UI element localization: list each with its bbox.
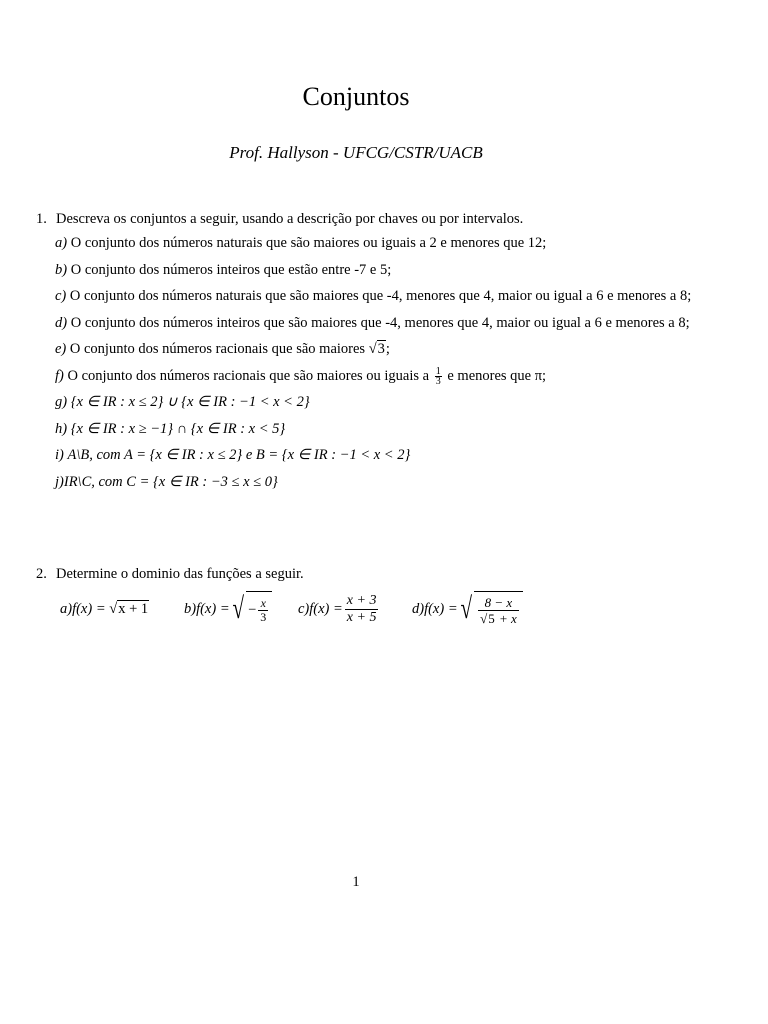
item-i: [55, 442, 696, 469]
inner-radicand: 5: [488, 610, 495, 626]
item-text: O conjunto dos números naturais que são maiores ou iguais a 2 e menores que 12;: [70, 235, 547, 251]
question-1: [36, 208, 696, 495]
denominator: [478, 611, 519, 626]
item-suffix: ;: [385, 341, 390, 357]
item-label: a): [55, 235, 68, 251]
item-label: b): [55, 261, 68, 278]
function-a: [60, 589, 149, 629]
item-text: O conjunto dos números naturais que são maiores que -4, menores que 4, maior ou igual a 6 e menores a 8;: [69, 288, 692, 304]
numerator: x + 3: [346, 592, 377, 608]
square-root: [230, 591, 273, 627]
radicand: x + 1: [118, 600, 149, 617]
fraction: [435, 367, 442, 386]
question-number: 1.: [36, 211, 47, 227]
item-label: j): [55, 473, 64, 490]
item-text: O conjunto dos números inteiros que são maiores que -4, menores que 4, maior ou igual a 6 e menores a 8;: [70, 314, 690, 331]
page-number: 1: [352, 874, 360, 890]
item-label: i): [55, 447, 64, 463]
document-title: Conjuntos: [302, 82, 410, 111]
square-root: √x + 1: [105, 600, 149, 617]
item-a: [55, 230, 696, 257]
radical-sign: √: [232, 592, 244, 625]
minus-sign: −: [248, 601, 257, 618]
square-root: [458, 591, 523, 627]
item-text: O conjunto dos números inteiros que estão entre -7 e 5;: [70, 261, 392, 278]
function-b: [184, 589, 272, 629]
radicand: 3: [377, 341, 385, 357]
item-j: [55, 469, 696, 496]
question-1-prompt: [36, 208, 696, 230]
item-label: h): [55, 420, 68, 437]
author-line: Prof. Hallyson - UFCG/CSTR/UACB: [229, 143, 483, 162]
set-expression: IR\C, com C = {x ∈ IR : −3 ≤ x ≤ 0}: [63, 473, 278, 490]
item-c: [55, 283, 696, 310]
item-f: [55, 363, 696, 390]
function-label: d)f(x) =: [412, 600, 458, 617]
item-label: f): [55, 367, 64, 384]
fraction: [258, 597, 268, 624]
fraction: [345, 593, 379, 626]
item-text: O conjunto dos números racionais que são maiores ou iguais a: [67, 367, 430, 384]
square-root: √3: [368, 341, 385, 357]
question-2-prompt: [36, 563, 696, 585]
radicand: [246, 591, 272, 627]
denominator: 3: [435, 375, 441, 387]
function-label: c)f(x) =: [298, 600, 343, 617]
set-expression: {x ∈ IR : x ≥ −1} ∩ {x ∈ IR : x < 5}: [70, 420, 286, 437]
function-label: b)f(x) =: [184, 600, 230, 617]
numerator: 8 − x: [478, 595, 519, 611]
function-c: [298, 589, 380, 629]
item-label: e): [55, 341, 67, 357]
question-2: [36, 563, 696, 629]
fraction: [478, 595, 519, 626]
question-text: Determine o dominio das funções a seguir.: [56, 566, 304, 582]
item-b: [55, 257, 696, 284]
numerator: 1: [435, 365, 441, 377]
item-label: c): [55, 288, 67, 304]
numerator: x: [258, 597, 268, 611]
denominator-rest: + x: [498, 610, 517, 626]
radicand: [474, 591, 523, 627]
item-suffix: e menores que π;: [447, 367, 547, 384]
question-text: Descreva os conjuntos a seguir, usando a descrição por chaves ou por intervalos.: [56, 211, 524, 227]
item-e: [55, 336, 696, 363]
function-d: [412, 589, 523, 629]
item-g: [55, 389, 696, 416]
function-list: [60, 589, 696, 629]
item-label: g): [55, 394, 68, 410]
set-expression: {x ∈ IR : x ≤ 2} ∪ {x ∈ IR : −1 < x < 2}: [70, 394, 310, 410]
denominator: 3: [260, 609, 267, 624]
inner-root: √5: [480, 610, 495, 626]
denominator: x + 5: [346, 609, 377, 625]
item-text: O conjunto dos números racionais que são maiores: [69, 341, 366, 357]
question-number: 2.: [36, 566, 47, 582]
item-d: [55, 310, 696, 337]
set-expression: A\B, com A = {x ∈ IR : x ≤ 2} e B = {x ∈ IR : −1 < x < 2}: [67, 447, 411, 463]
function-label: a)f(x) =: [60, 600, 106, 617]
item-h: [55, 416, 696, 443]
item-label: d): [55, 314, 68, 331]
radical-sign: √: [460, 592, 472, 625]
